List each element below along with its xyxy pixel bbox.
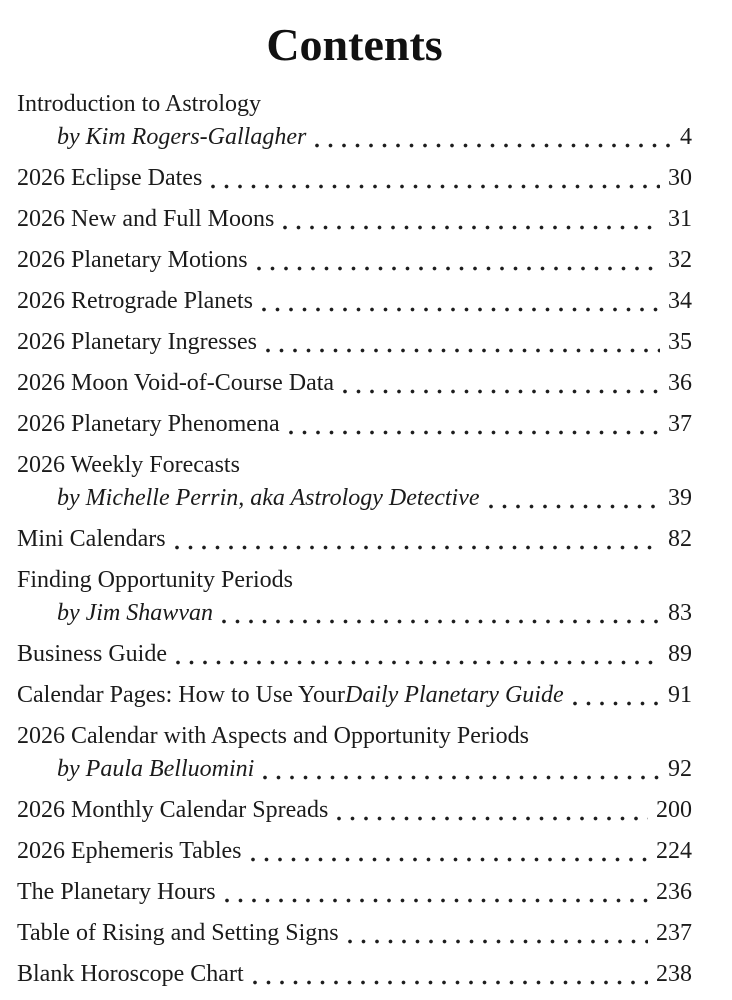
toc-entry-main-line (17, 835, 692, 868)
toc-entry-page: 91 (668, 682, 692, 708)
toc-entry-page: 238 (656, 961, 692, 987)
toc-entry-title: 2026 Ephemeris Tables (17, 838, 242, 864)
toc-entry (17, 162, 692, 195)
dot-leader (337, 816, 648, 821)
dot-leader (225, 898, 648, 903)
toc-entry-main-line (17, 958, 692, 991)
toc-entry-page: 37 (668, 411, 692, 437)
toc-entry-page: 34 (668, 288, 692, 314)
toc-entry (17, 326, 692, 359)
toc-entry-main-line (17, 917, 692, 950)
toc-entry (17, 876, 692, 909)
toc-entry (17, 564, 692, 630)
toc-entry (17, 285, 692, 318)
toc-entry-main-line (17, 326, 692, 359)
dot-leader (262, 307, 660, 312)
toc-entry-main-line (17, 408, 692, 441)
toc-entry-main-line (17, 564, 692, 597)
page-title: Contents (266, 19, 443, 70)
toc-entry-page: 224 (656, 838, 692, 864)
toc-entry-page: 83 (668, 600, 692, 626)
toc-entry-title: Blank Horoscope Chart (17, 961, 244, 987)
toc-entry-page: 36 (668, 370, 692, 396)
toc-entry-page: 4 (680, 124, 692, 150)
toc-entry (17, 638, 692, 671)
dot-leader (315, 143, 672, 148)
dot-leader (348, 939, 648, 944)
toc-entry-main-line (17, 876, 692, 909)
toc-entry (17, 449, 692, 515)
toc-entry (17, 408, 692, 441)
dot-leader (489, 504, 660, 509)
toc-entry-byline-line (17, 482, 692, 515)
toc-entry-main-line (17, 203, 692, 236)
toc-entry (17, 88, 692, 154)
toc-entry (17, 720, 692, 786)
toc-entry-title: 2026 Retrograde Planets (17, 288, 253, 314)
toc-entry-byline: by Jim Shawvan (57, 600, 213, 626)
dot-leader (263, 775, 660, 780)
toc-entry-byline-line (17, 753, 692, 786)
dot-leader (283, 225, 660, 230)
toc-list (17, 88, 692, 991)
toc-entry-title: Business Guide (17, 641, 167, 667)
toc-entry-title: 2026 Planetary Ingresses (17, 329, 257, 355)
dot-leader (253, 980, 648, 985)
toc-entry-page: 31 (668, 206, 692, 232)
toc-entry-main-line (17, 449, 692, 482)
toc-entry-main-line (17, 88, 692, 121)
toc-entry (17, 203, 692, 236)
toc-entry-main-line (17, 794, 692, 827)
toc-entry-main-line (17, 367, 692, 400)
toc-entry-title: 2026 Calendar with Aspects and Opportunity Periods (17, 723, 529, 749)
toc-entry-byline: by Michelle Perrin, aka Astrology Detective (57, 485, 480, 511)
dot-leader (251, 857, 649, 862)
toc-entry-page: 237 (656, 920, 692, 946)
toc-entry-page: 39 (668, 485, 692, 511)
toc-entry-page: 236 (656, 879, 692, 905)
toc-entry-byline-line (17, 121, 692, 154)
toc-entry-title: The Planetary Hours (17, 879, 216, 905)
toc-entry-title: 2026 Planetary Motions (17, 247, 248, 273)
dot-leader (175, 545, 660, 550)
toc-entry-byline: by Paula Belluomini (57, 756, 255, 782)
toc-entry-title: Introduction to Astrology (17, 91, 261, 117)
dot-leader (289, 430, 660, 435)
dot-leader (257, 266, 660, 271)
toc-entry-page: 82 (668, 526, 692, 552)
toc-entry-title: 2026 Planetary Phenomena (17, 411, 280, 437)
dot-leader (211, 184, 660, 189)
toc-entry-title-italic: Daily Planetary Guide (344, 682, 564, 708)
toc-entry (17, 367, 692, 400)
dot-leader (176, 660, 660, 665)
toc-entry-main-line (17, 523, 692, 556)
toc-entry-title: Calendar Pages: How to Use Your (17, 682, 345, 708)
toc-entry-title: Finding Opportunity Periods (17, 567, 294, 593)
toc-entry-title: Table of Rising and Setting Signs (17, 920, 339, 946)
toc-entry-title: 2026 Moon Void-of-Course Data (17, 370, 335, 396)
toc-entry-main-line (17, 679, 692, 712)
toc-entry (17, 835, 692, 868)
toc-entry (17, 523, 692, 556)
toc-entry (17, 679, 692, 712)
toc-entry-page: 32 (668, 247, 692, 273)
toc-entry-page: 35 (668, 329, 692, 355)
dot-leader (222, 619, 660, 624)
toc-entry-byline-line (17, 597, 692, 630)
toc-entry (17, 917, 692, 950)
toc-entry-title: 2026 Weekly Forecasts (17, 452, 240, 478)
toc-entry-page: 92 (668, 756, 692, 782)
toc-entry (17, 244, 692, 277)
dot-leader (266, 348, 660, 353)
toc-entry-title: 2026 Eclipse Dates (17, 165, 203, 191)
dot-leader (573, 701, 660, 706)
toc-entry-title: 2026 Monthly Calendar Spreads (17, 797, 329, 823)
toc-entry-main-line (17, 720, 692, 753)
toc-entry-main-line (17, 244, 692, 277)
toc-entry-page: 89 (668, 641, 692, 667)
toc-entry-main-line (17, 285, 692, 318)
toc-entry-main-line (17, 162, 692, 195)
dot-leader (343, 389, 660, 394)
toc-entry-main-line (17, 638, 692, 671)
toc-entry-page: 30 (668, 165, 692, 191)
toc-entry-page: 200 (656, 797, 692, 823)
toc-entry-title: Mini Calendars (17, 526, 166, 552)
toc-entry-title: 2026 New and Full Moons (17, 206, 275, 232)
toc-entry (17, 958, 692, 991)
toc-entry (17, 794, 692, 827)
toc-entry-byline: by Kim Rogers-Gallagher (57, 124, 307, 150)
